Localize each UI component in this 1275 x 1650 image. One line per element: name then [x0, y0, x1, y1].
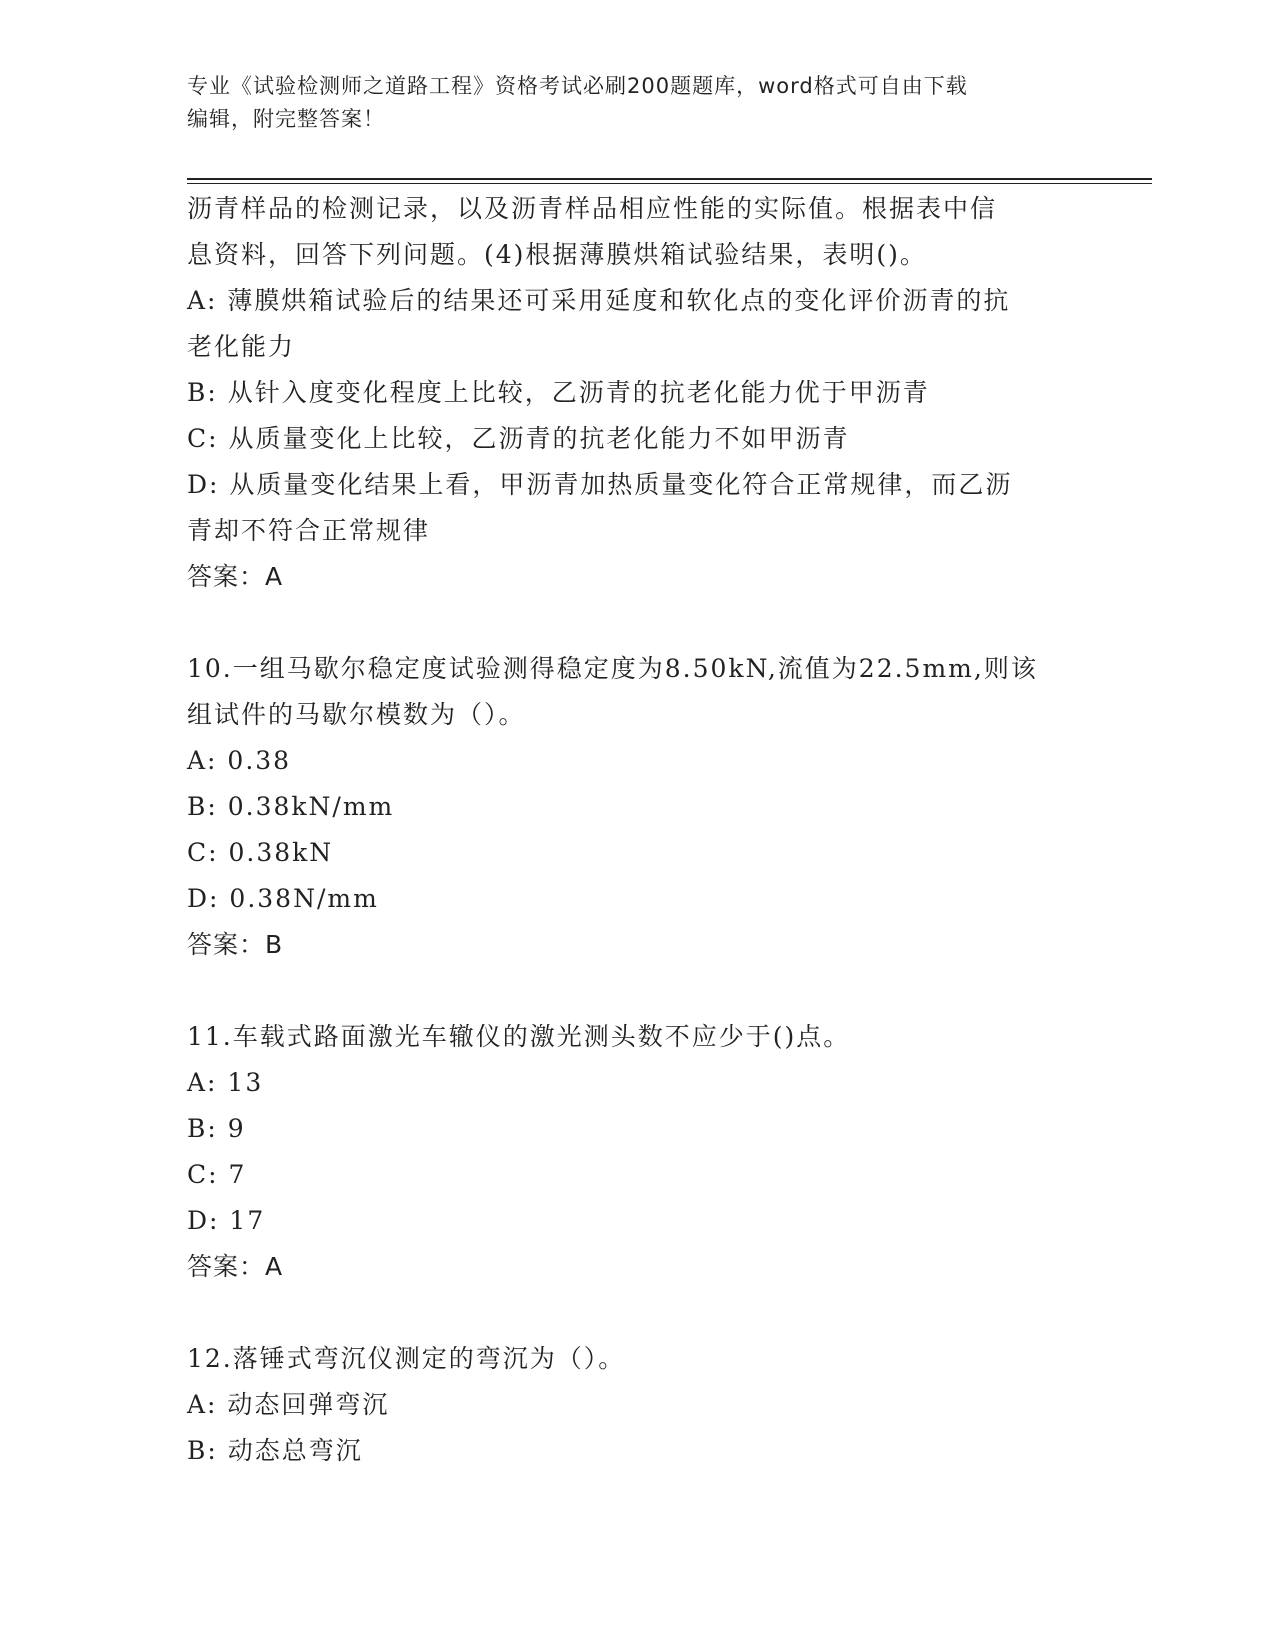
document-body [187, 186, 1087, 1474]
header-divider-thin [187, 183, 1152, 184]
option-a: A: 薄膜烘箱试验后的结果还可采用延度和软化点的变化评价沥青的抗 [187, 286, 1011, 315]
option-d-continued: 青却不符合正常规律 [187, 516, 431, 545]
option-d: D: 17 [187, 1206, 266, 1235]
answer: 答案：A [187, 1252, 284, 1281]
question-12 [187, 1336, 1087, 1474]
option-c: C: 0.38kN [187, 838, 334, 867]
question-10 [187, 646, 1087, 968]
answer: 答案：B [187, 930, 284, 959]
option-a: A: 动态回弹弯沉 [187, 1390, 390, 1419]
header-title-line-1: 专业《试验检测师之道路工程》资格考试必刷200题题库，word格式可自由下载 [187, 74, 968, 98]
option-a-continued: 老化能力 [187, 332, 296, 361]
option-b: B: 动态总弯沉 [187, 1436, 363, 1465]
option-a: A: 13 [187, 1068, 264, 1097]
option-b: B: 9 [187, 1114, 246, 1143]
question-stem-line: 沥青样品的检测记录，以及沥青样品相应性能的实际值。根据表中信 [187, 194, 998, 223]
question-11 [187, 1014, 1087, 1290]
question-9 [187, 186, 1087, 600]
option-d: D: 0.38N/mm [187, 884, 379, 913]
question-stem-line: 10.一组马歇尔稳定度试验测得稳定度为8.50kN,流值为22.5mm,则该 [187, 654, 1038, 683]
header-divider-thick [187, 178, 1152, 180]
option-c: C: 从质量变化上比较，乙沥青的抗老化能力不如甲沥青 [187, 424, 850, 453]
header-title-line-2: 编辑，附完整答案！ [187, 107, 385, 131]
question-stem: 11.车载式路面激光车辙仪的激光测头数不应少于()点。 [187, 1022, 851, 1051]
option-b: B: 0.38kN/mm [187, 792, 395, 821]
option-d: D: 从质量变化结果上看，甲沥青加热质量变化符合正常规律，而乙沥 [187, 470, 1013, 499]
option-b: B: 从针入度变化程度上比较，乙沥青的抗老化能力优于甲沥青 [187, 378, 930, 407]
option-a: A: 0.38 [187, 746, 292, 775]
answer: 答案：A [187, 562, 284, 591]
question-stem: 12.落锤式弯沉仪测定的弯沉为（）。 [187, 1344, 626, 1373]
question-stem-line: 组试件的马歇尔模数为（）。 [187, 700, 526, 729]
page-header [187, 70, 1067, 136]
question-stem-line: 息资料，回答下列问题。(4)根据薄膜烘箱试验结果，表明()。 [187, 240, 927, 269]
option-c: C: 7 [187, 1160, 247, 1189]
